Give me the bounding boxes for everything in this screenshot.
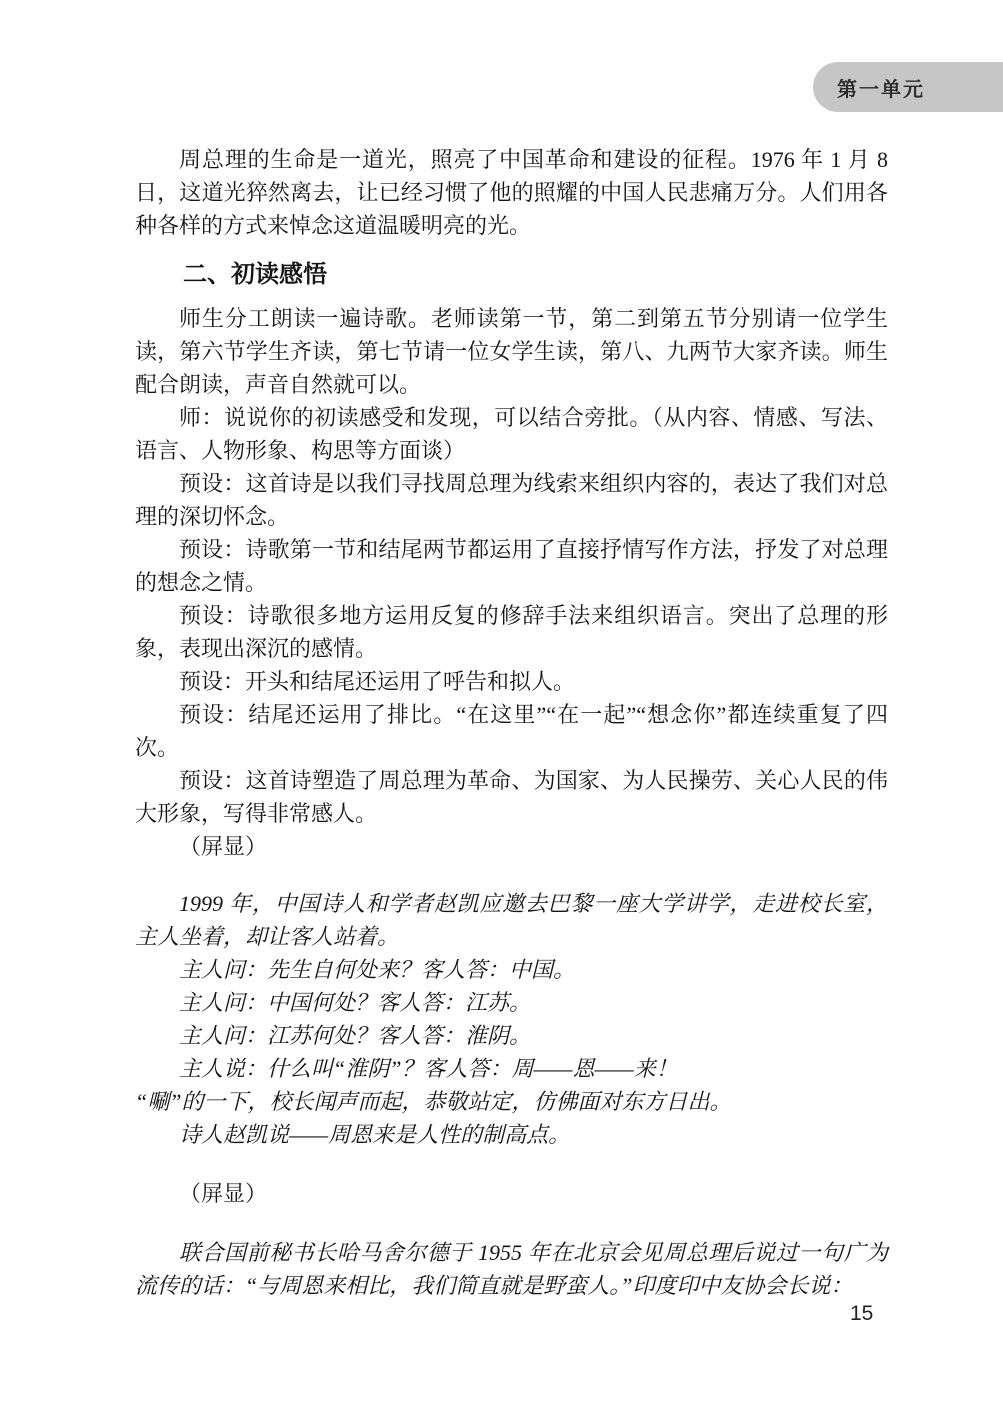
- preset-paragraph: 预设：诗歌第一节和结尾两节都运用了直接抒情写作方法，抒发了对总理的想念之情。: [135, 537, 888, 595]
- screen-display-marker: （屏显）: [179, 1181, 268, 1206]
- section-heading: 二、初读感悟: [183, 261, 327, 288]
- preset-paragraph: 预设：这首诗是以我们寻找周总理为线索来组织内容的，表达了我们对总理的深切怀念。: [135, 471, 888, 529]
- intro-paragraph: 周总理的生命是一道光，照亮了中国革命和建设的征程。1976 年 1 月 8 日，这道光猝然离去，让已经习惯了他的照耀的中国人民悲痛万分。人们用各种各样的方式来悼念这道温暖明亮的光。: [135, 147, 888, 238]
- read-aloud-paragraph: 师生分工朗读一遍诗歌。老师读第一节，第二到第五节分别请一位学生读，第六节学生齐读，第七节请一位女学生读，第八、九两节大家齐读。师生配合朗读，声音自然就可以。: [135, 306, 888, 397]
- quote-paragraph: 联合国前秘书长哈马舍尔德于 1955 年在北京会见周总理后说过一句广为流传的话：“与周恩来相比，我们简直就是野蛮人。”印度印中友协会长说：: [135, 1240, 888, 1298]
- unit-tab-label: 第一单元: [837, 78, 925, 101]
- preset-paragraph: 预设：结尾还运用了排比。“在这里”“在一起”“想念你”都连续重复了四次。: [135, 702, 888, 760]
- poet-quote-line: 诗人赵凯说——周恩来是人性的制高点。: [179, 1122, 571, 1147]
- page-number: 15: [850, 1302, 874, 1325]
- preset-paragraph: 预设：开头和结尾还运用了呼告和拟人。: [179, 669, 576, 694]
- dialogue-line: 主人问：江苏何处？客人答：淮阴。: [179, 1023, 532, 1048]
- screen-display-marker: （屏显）: [179, 834, 268, 859]
- page-content: [135, 143, 888, 1302]
- dialogue-line: 主人问：中国何处？客人答：江苏。: [179, 990, 532, 1015]
- dialogue-line: 主人问：先生自何处来？客人答：中国。: [179, 957, 576, 982]
- preset-paragraph: 预设：这首诗塑造了周总理为革命、为国家、为人民操劳、关心人民的伟大形象，写得非常感人。: [135, 768, 888, 826]
- preset-paragraph: 预设：诗歌很多地方运用反复的修辞手法来组织语言。突出了总理的形象，表现出深沉的感情。: [135, 603, 888, 661]
- dialogue-line: 主人说：什么叫“淮阴”？客人答：周——恩——来！: [179, 1056, 678, 1081]
- unit-tab: [813, 62, 1003, 112]
- teacher-prompt-paragraph: 师：说说你的初读感受和发现，可以结合旁批。（从内容、情感、写法、语言、人物形象、构思等方面谈）: [135, 405, 888, 463]
- reaction-line: “唰”的一下，校长闻声而起，恭敬站定，仿佛面对东方日出。: [135, 1089, 732, 1114]
- anecdote-paragraph: 1999 年，中国诗人和学者赵凯应邀去巴黎一座大学讲学，走进校长室，主人坐着，却让客人站着。: [135, 891, 888, 949]
